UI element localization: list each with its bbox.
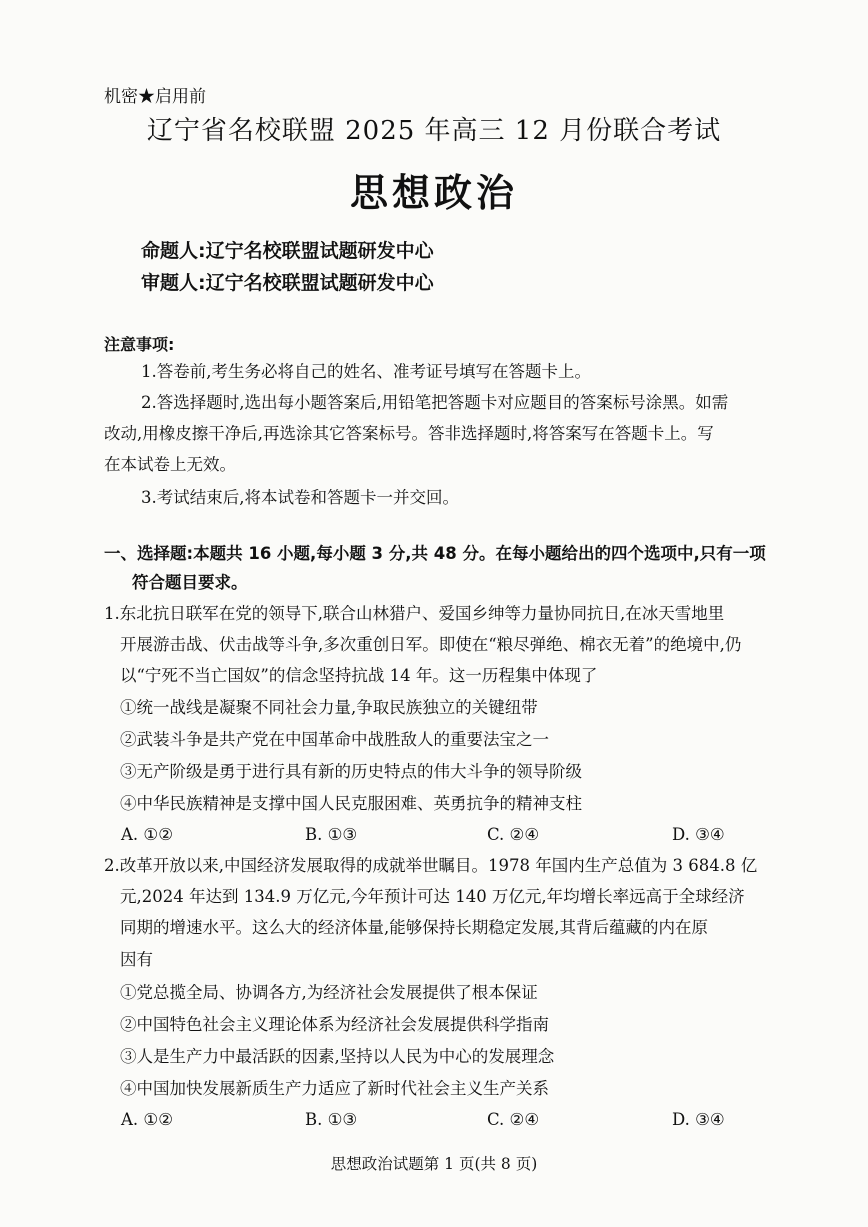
notice-item-2-line-3: 在本试卷上无效。 [104,455,236,474]
notice-item-2-line-2: 改动,用橡皮擦干净后,再选涂其它答案标号。答非选择题时,将答案写在答题卡上。写 [104,424,714,443]
notice-item-2-line-1: 2.答选择题时,选出每小题答案后,用铅笔把答题卡对应题目的答案标号涂黑。如需 [141,393,729,412]
notice-item-3: 3.考试结束后,将本试卷和答题卡一并交回。 [141,488,459,507]
section-heading-line-2: 符合题目要求。 [132,573,248,592]
q2-option-d: D. ③④ [672,1110,725,1129]
q1-statement-1: ①统一战线是凝聚不同社会力量,争取民族独立的关键纽带 [120,698,538,717]
q2-statement-3: ③人是生产力中最活跃的因素,坚持以人民为中心的发展理念 [120,1047,555,1066]
q2-option-c: C. ②④ [487,1110,540,1129]
q2-option-a: A. ①② [121,1110,173,1129]
q2-stem-line-4: 因有 [120,950,153,969]
notice-title: 注意事项: [104,335,175,354]
notice-item-1: 1.答卷前,考生务必将自己的姓名、准考证号填写在答题卡上。 [141,362,591,381]
section-heading-line-1: 一、选择题:本题共 16 小题,每小题 3 分,共 48 分。在每小题给出的四个选项中,只有一项 [104,544,766,563]
q2-stem-line-1: 2.改革开放以来,中国经济发展取得的成就举世瞩目。1978 年国内生产总值为 3 684.8 亿 [104,856,758,875]
q2-statement-1: ①党总揽全局、协调各方,为经济社会发展提供了根本保证 [120,983,538,1002]
q1-option-d: D. ③④ [672,825,725,844]
q1-option-a: A. ①② [121,825,173,844]
author-line: 命题人:辽宁名校联盟试题研发中心 [141,240,434,262]
reviewer-line: 审题人:辽宁名校联盟试题研发中心 [141,272,434,294]
q2-option-b: B. ①③ [305,1110,358,1129]
q2-stem-line-3: 同期的增速水平。这么大的经济体量,能够保持长期稳定发展,其背后蕴藏的内在原 [120,918,708,937]
q1-stem-line-3: 以“宁死不当亡国奴”的信念坚持抗战 14 年。这一历程集中体现了 [120,666,598,685]
q1-statement-3: ③无产阶级是勇于进行具有新的历史特点的伟大斗争的领导阶级 [120,762,582,781]
exam-title: 辽宁省名校联盟 2025 年高三 12 月份联合考试 [146,116,722,146]
q1-stem-line-2: 开展游击战、伏击战等斗争,多次重创日军。即使在“粮尽弹绝、棉衣无着”的绝境中,仍 [120,635,742,654]
q2-statement-2: ②中国特色社会主义理论体系为经济社会发展提供科学指南 [120,1015,549,1034]
q2-stem-line-2: 元,2024 年达到 134.9 万亿元,今年预计可达 140 万亿元,年均增长率远高于全球经济 [120,887,745,906]
q1-option-b: B. ①③ [305,825,358,844]
q1-statement-2: ②武装斗争是共产党在中国革命中战胜敌人的重要法宝之一 [120,730,549,749]
q1-option-c: C. ②④ [487,825,540,844]
q1-stem-line-1: 1.东北抗日联军在党的领导下,联合山林猎户、爱国乡绅等力量协同抗日,在冰天雪地里 [104,604,725,623]
subject-title: 思想政治 [349,171,518,215]
classified-mark: 机密★启用前 [104,87,206,107]
page-footer: 思想政治试题第 1 页(共 8 页) [330,1155,538,1173]
q1-statement-4: ④中华民族精神是支撑中国人民克服困难、英勇抗争的精神支柱 [120,794,582,813]
q2-statement-4: ④中国加快发展新质生产力适应了新时代社会主义生产关系 [120,1079,549,1098]
